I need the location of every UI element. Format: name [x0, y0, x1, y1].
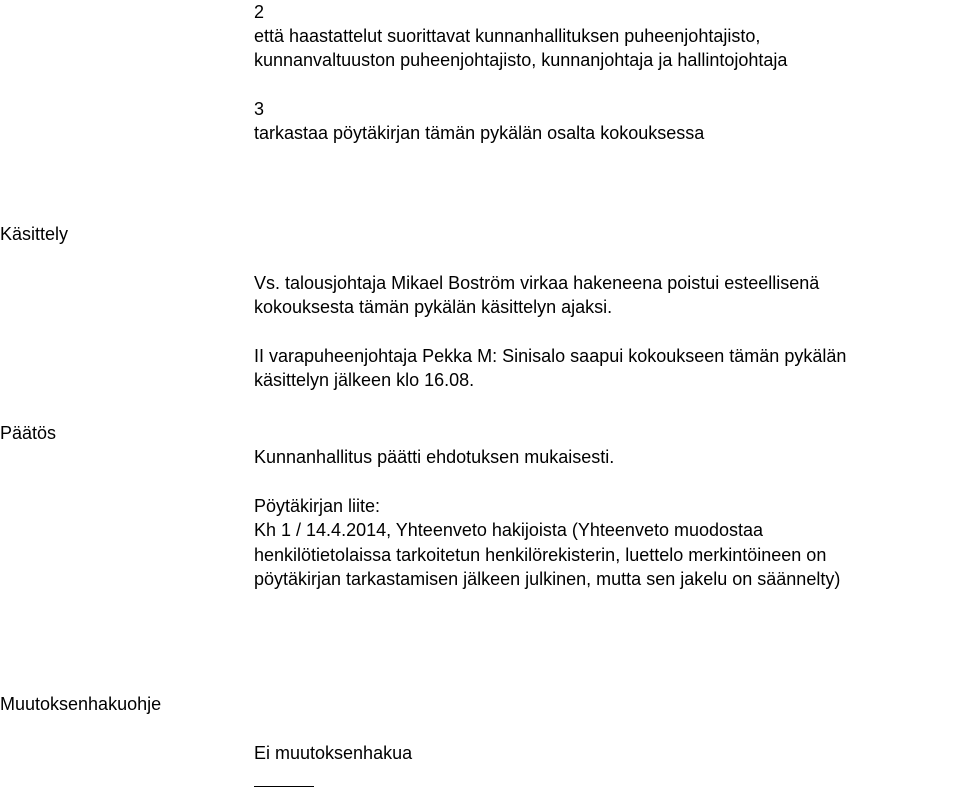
paatos-label: Päätös [0, 423, 57, 443]
item-2-number: 2 [254, 2, 265, 22]
kasittely-para-2-line-2: käsittelyn jälkeen klo 16.08. [254, 370, 475, 390]
kasittely-para-1-line-2: kokouksesta tämän pykälän käsittelyn ajaksi. [254, 297, 613, 317]
attachment-line-3: pöytäkirjan tarkastamisen jälkeen julkinen, mutta sen jakelu on säännelty) [254, 569, 841, 589]
muutoksenhaku-value: Ei muutoksenhakua [254, 743, 413, 763]
kasittely-label: Käsittely [0, 224, 69, 244]
item-2-text-line-1: että haastattelut suorittavat kunnanhallituksen puheenjohtajisto, [254, 26, 761, 46]
item-2-text-line-2: kunnanvaltuuston puheenjohtajisto, kunnanjohtaja ja hallintojohtaja [254, 50, 788, 70]
attachment-line-1: Kh 1 / 14.4.2014, Yhteenveto hakijoista (Yhteenveto muodostaa [254, 520, 764, 540]
kasittely-para-1-line-1: Vs. talousjohtaja Mikael Boström virkaa hakeneena poistui esteellisenä [254, 273, 820, 293]
attachment-line-2: henkilötietolaissa tarkoitetun henkilörekisterin, luettelo merkintöineen on [254, 545, 827, 565]
item-3-number: 3 [254, 99, 265, 119]
muutoksenhaku-label: Muutoksenhakuohje [0, 694, 162, 714]
attachment-heading: Pöytäkirjan liite: [254, 496, 381, 516]
kasittely-para-2-line-1: II varapuheenjohtaja Pekka M: Sinisalo saapui kokoukseen tämän pykälän [254, 346, 847, 366]
item-3-text-line-1: tarkastaa pöytäkirjan tämän pykälän osalta kokouksessa [254, 123, 705, 143]
paatos-decision: Kunnanhallitus päätti ehdotuksen mukaisesti. [254, 447, 615, 467]
section-divider-rule [254, 786, 314, 787]
